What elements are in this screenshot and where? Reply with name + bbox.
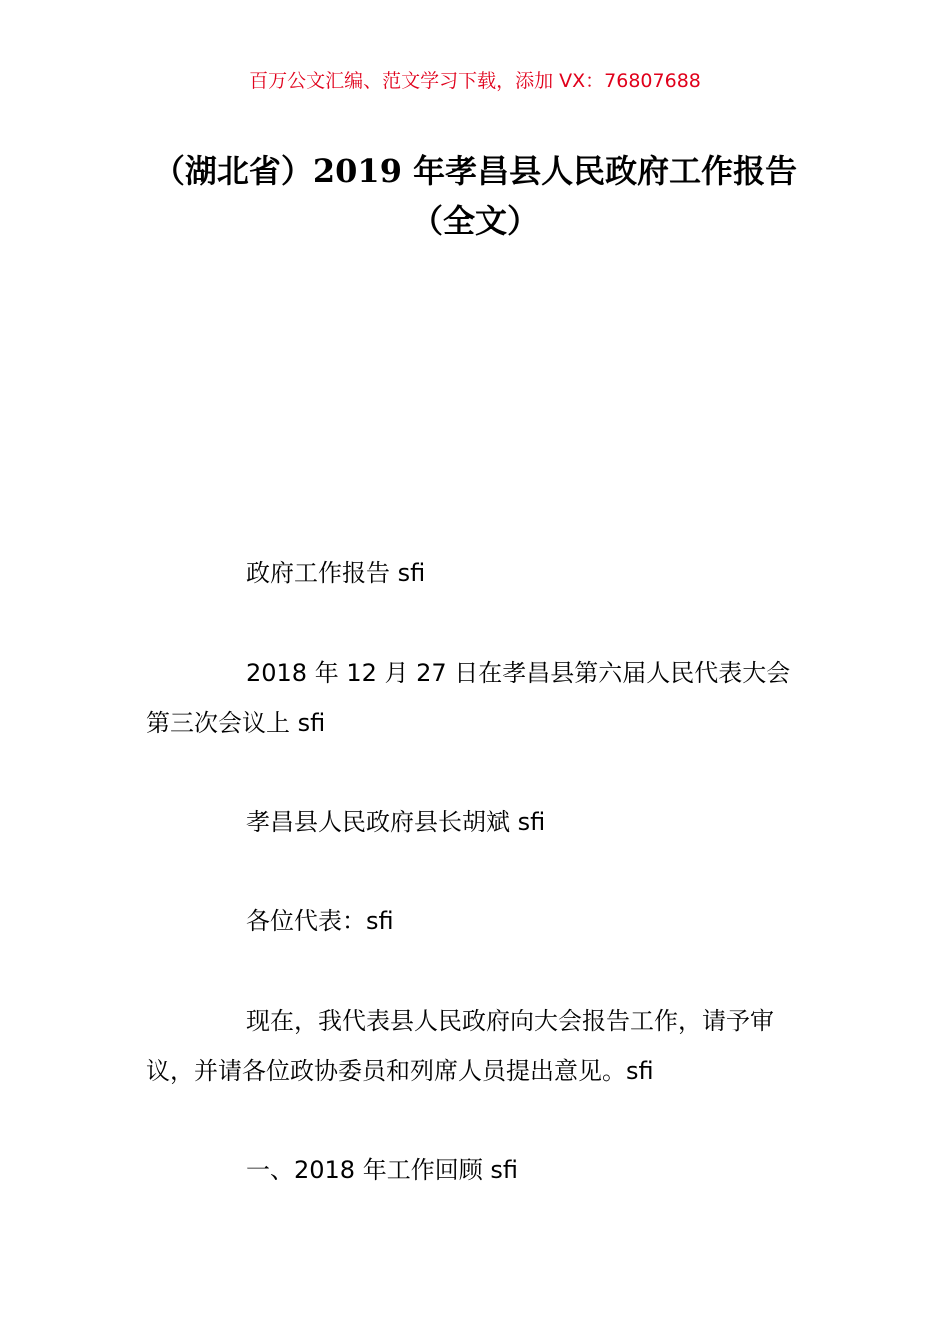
paragraph-speaker: 孝昌县人民政府县长胡斌 sfi — [246, 808, 546, 836]
paragraph-intro: 现在，我代表县人民政府向大会报告工作，请予审议，并请各位政协委员和列席人员提出意见。sfi — [146, 1007, 774, 1085]
paragraph-salutation: 各位代表：sfi — [246, 907, 394, 935]
paragraph-report-name: 政府工作报告 sfi — [246, 559, 426, 587]
paragraph-meeting-date: 2018 年 12 月 27 日在孝昌县第六届人民代表大会第三次会议上 sfi — [146, 659, 791, 737]
section-heading-review: 一、2018 年工作回顾 sfi — [246, 1156, 518, 1184]
document-title: （湖北省）2019 年孝昌县人民政府工作报告（全文） — [152, 152, 798, 240]
header-banner: 百万公文汇编、范文学习下载，添加 VX：76807688 — [249, 70, 701, 92]
